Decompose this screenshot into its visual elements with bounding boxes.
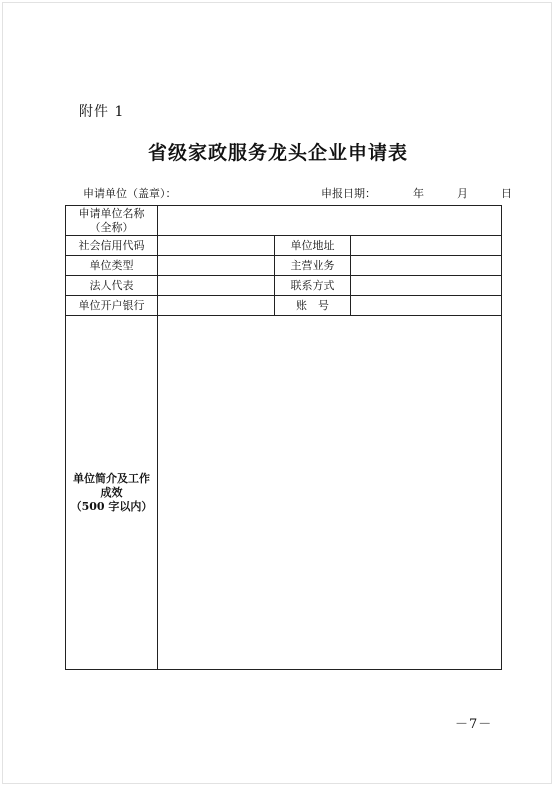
unit-address-field[interactable] [351,236,502,256]
application-form-table [65,205,502,670]
account-field[interactable] [351,296,502,316]
applicant-unit-label: 申请单位（盖章）： [83,187,177,200]
application-date-line [321,185,512,201]
year-label: 年 [413,187,424,200]
unit-name-label: 申请单位名称 （全称） [66,206,158,236]
document-title: 省级家政服务龙头企业申请表 [147,142,408,164]
contact-label: 联系方式 [275,276,351,296]
intro-row [66,316,502,670]
unit-address-label: 单位地址 [275,236,351,256]
attachment-label: 附件 1 [79,104,125,120]
bank-label: 单位开户银行 [66,296,158,316]
bank-row [66,296,502,316]
bank-field[interactable] [158,296,275,316]
credit-code-row [66,236,502,256]
day-label: 日 [501,187,512,200]
account-label: 账 号 [275,296,351,316]
credit-code-field[interactable] [158,236,275,256]
legal-rep-field[interactable] [158,276,275,296]
unit-name-field[interactable] [158,206,502,236]
intro-label: 单位简介及工作 成效 （500 字以内） [66,316,158,670]
unit-name-row [66,206,502,236]
legal-rep-row [66,276,502,296]
unit-type-row [66,256,502,276]
intro-field[interactable] [158,316,502,670]
main-business-field[interactable] [351,256,502,276]
unit-type-label: 单位类型 [66,256,158,276]
date-label: 申报日期： [321,187,376,200]
month-label: 月 [457,187,468,200]
credit-code-label: 社会信用代码 [66,236,158,256]
contact-field[interactable] [351,276,502,296]
main-business-label: 主营业务 [275,256,351,276]
page-number: －7－ [455,717,493,732]
legal-rep-label: 法人代表 [66,276,158,296]
unit-type-field[interactable] [158,256,275,276]
